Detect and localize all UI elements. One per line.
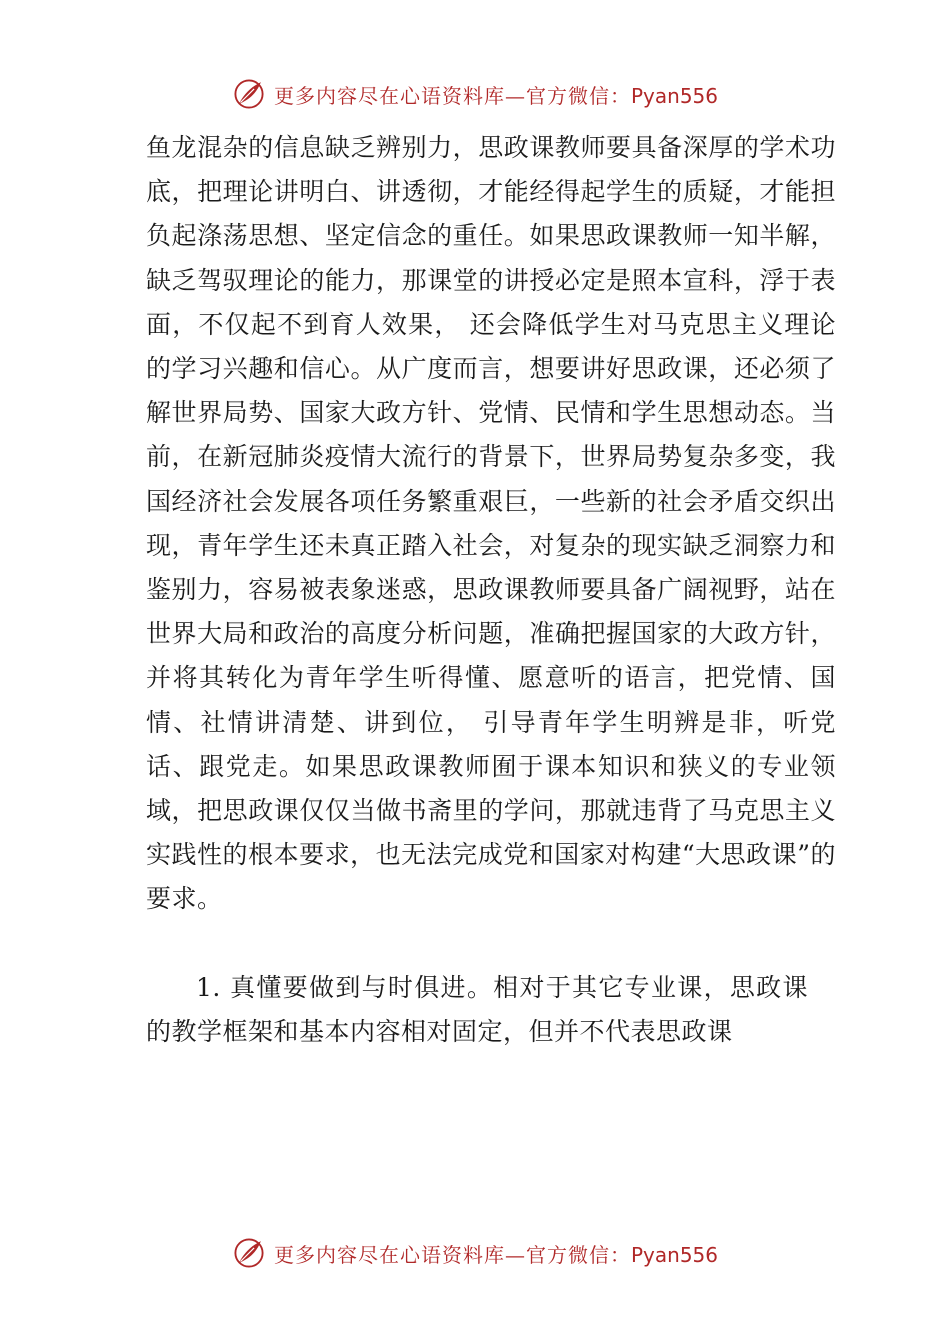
header-watermark	[0, 74, 950, 114]
watermark-wechat-id: Pyan556	[630, 83, 718, 108]
feather-quill-logo-icon	[232, 1236, 266, 1270]
page-content	[146, 126, 836, 1054]
footer-watermark	[0, 1233, 950, 1273]
watermark-text: 更多内容尽在心语资料库—官方微信：Pyan556	[273, 83, 718, 108]
feather-quill-logo-icon	[232, 77, 266, 111]
watermark-text: 更多内容尽在心语资料库—官方微信：Pyan556	[273, 1242, 718, 1267]
body-paragraph: 鱼龙混杂的信息缺乏辨别力，思政课教师要具备深厚的学术功底，把理论讲明白、讲透彻，才能经得起学生的质疑，才能担负起涤荡思想、坚定信念的重任。如果思政课教师一知半解，缺乏驾驭理论的能力，那课堂的讲授必定是照本宣科，浮于表面，不仅起不到育人效果， 还会降低学生对马克思主义理论的学习兴趣和信心。从广度而言，想要讲好思政课，还必须了解世界局势、国家大政方针、党情、民情和学生思想动态。当前，在新冠肺炎疫情大流行的背景下，世界局势复杂多变，我国经济社会发展各项任务繁重艰巨，一些新的社会矛盾交织出现，青年学生还未真正踏入社会，对复杂的现实缺乏洞察力和鉴别力，容易被表象迷惑，思政课教师要具备广阔视野，站在世界大局和政治的高度分析问题，准确把握国家的大政方针，并将其转化为青年学生听得懂、愿意听的语言，把党情、国情、社情讲清楚、讲到位， 引导青年学生明辨是非，听党话、跟党走。如果思政课教师囿于课本知识和狭义的专业领域，把思政课仅仅当做书斋里的学问，那就违背了马克思主义实践性的根本要求，也无法完成党和国家对构建“大思政课”的要求。	[146, 133, 836, 914]
list-item-1: 1. 真懂要做到与时俱进。相对于其它专业课，思政课的教学框架和基本内容相对固定，但并不代表思政课	[146, 972, 808, 1046]
watermark-wechat-id: Pyan556	[630, 1242, 718, 1267]
